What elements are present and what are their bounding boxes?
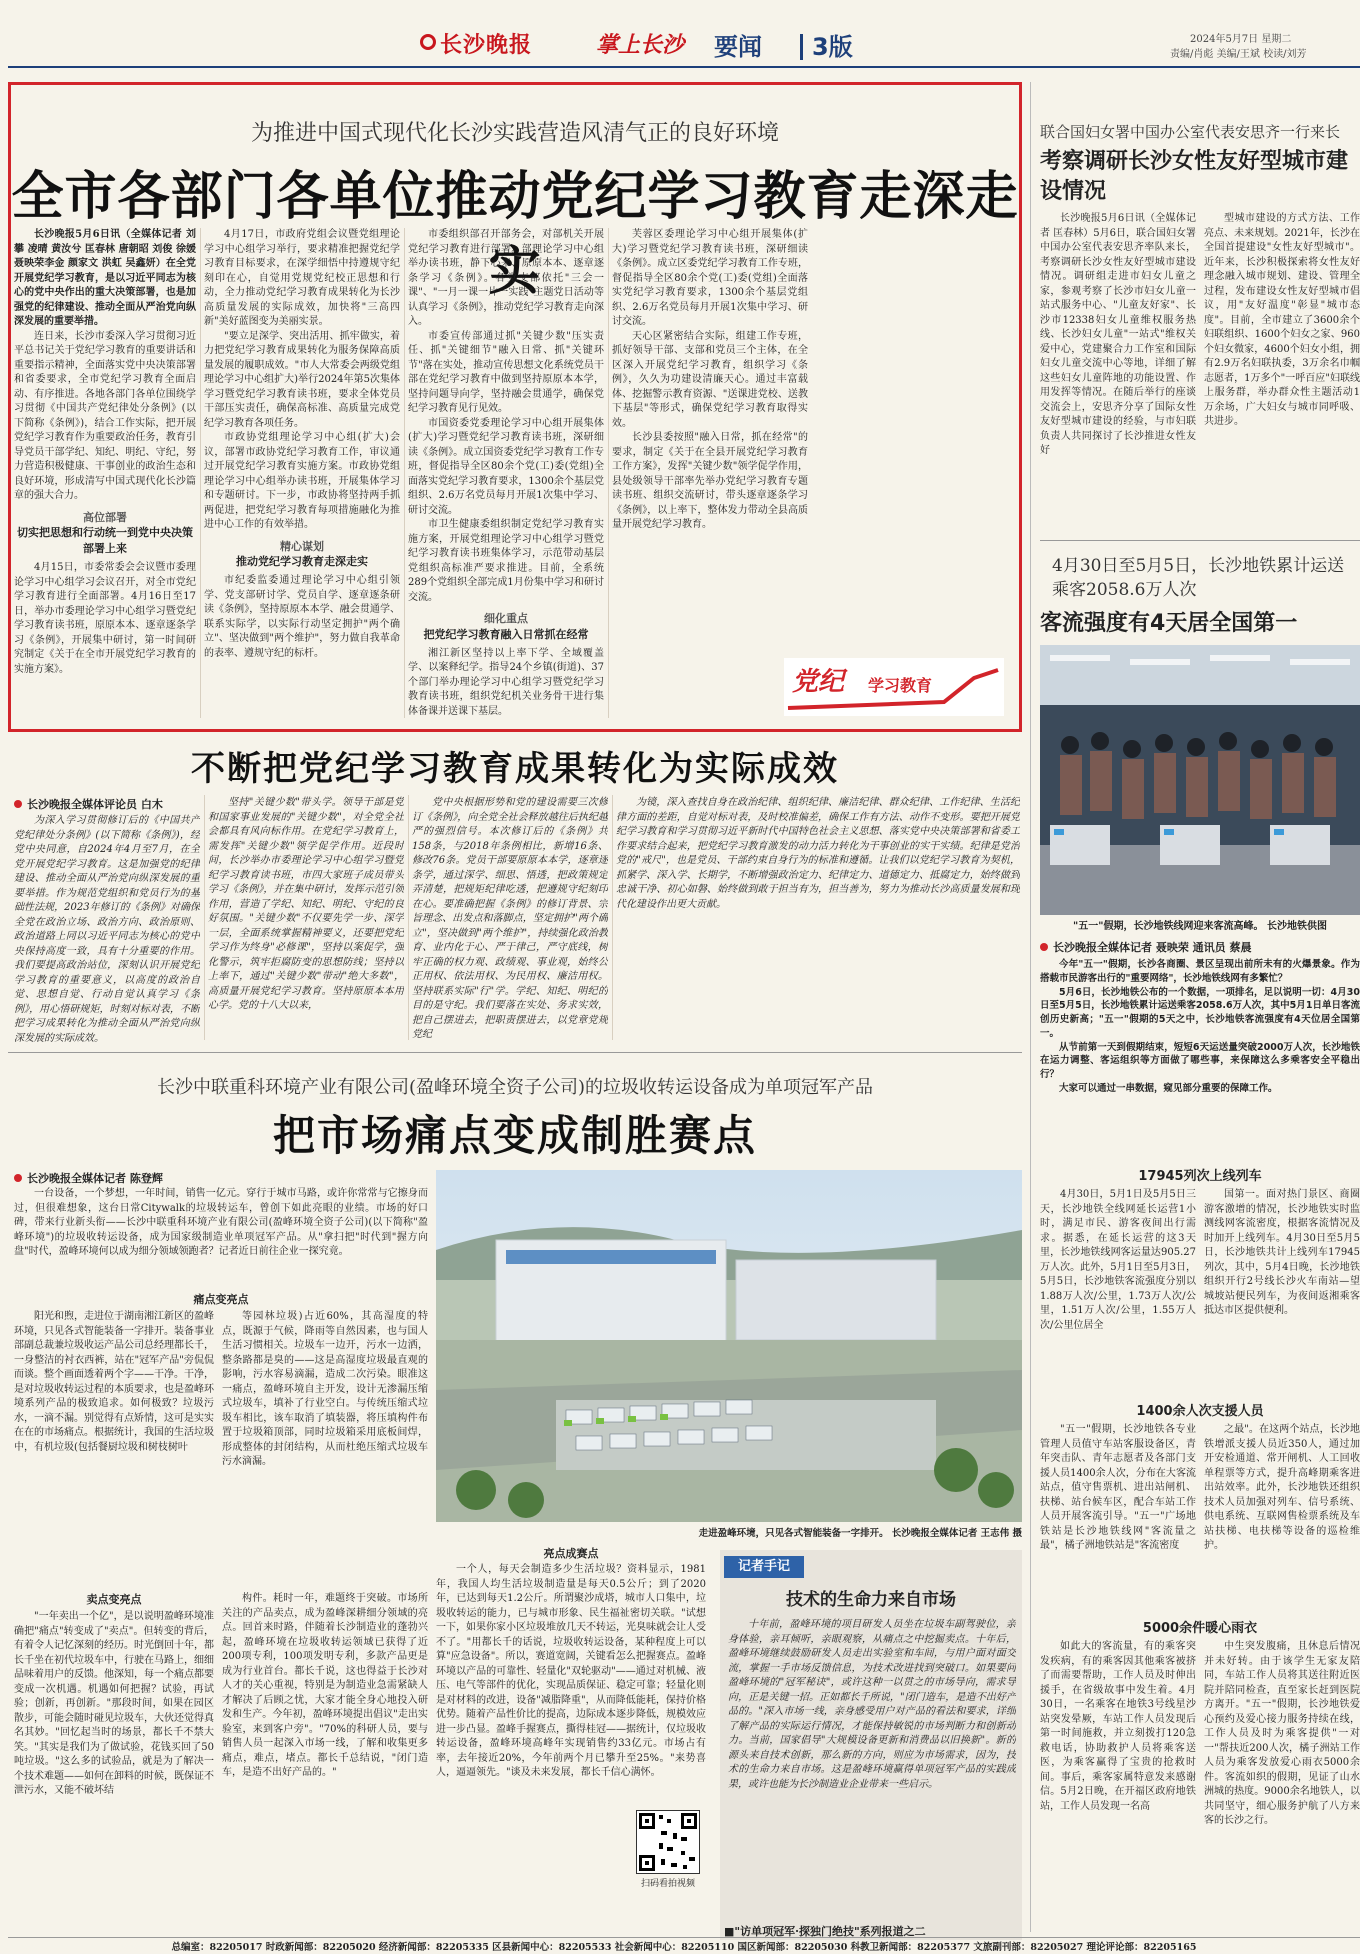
- story1-paragraph: 市委宣传部通过抓"关键少数"压实责任、抓"关键细节"融入日常、抓"关键环节"落在实处，推动宣传思想文化系统党员干部在党纪学习教育中做到坚持原原本本学，坚持问题导向学，坚持融会贯通学，确保党纪学习教育见行见效。: [408, 330, 604, 414]
- story1-paragraph: 市纪委监委通过理论学习中心组引领学、党支部研讨学、党员自学、逐章逐条研读《条例》，坚持原原本本学、融会贯通学、联系实际学，以实际行动坚定拥护"两个确立"、坚决做到"两个维护"，努力做自我革命的表率、遵规守纪的标杆。: [204, 575, 400, 659]
- right2-column-1a: 4月30日，5月1日及5月5日三天，长沙地铁全线网延长运营1小时，满足市民、游客夜间出行需求。据悉，在延长运营的这3天里，长沙地铁线网客运量达905.27万人次。此外，5月1日至5月3日，5月5日，长沙地铁客流强度分别以1.88万人次/公里，1.73万人次/公里，1.51万人次/公里，1.55万人次/公里位居全: [1040, 1189, 1196, 1331]
- bullet-icon: [14, 1174, 22, 1182]
- right2-paragraph: 5月6日，长沙地铁公布的一个数据，一项排名，足以说明一切：4月30日至5月5日，长沙地铁累计运送乘客2058.6万人次，其中5月1日单日客流创历史新高；"五一"假期的5天之中，长沙地铁客流强度有4天位居全国第一。: [1040, 986, 1360, 1039]
- story3-subhead: 卖点变亮点: [86, 1593, 142, 1606]
- paper-logo: 长沙晚报: [440, 32, 533, 58]
- story1-paragraph: 长沙县委按照"融入日常，抓在经常"的要求，制定《关于在全县开展党纪学习教育工作方案》，发挥"关键少数"领学促学作用，县处级领导干部率先举办党纪学习教育专题读书班、组织交流研讨，带头逐章逐条学习《条例》，以上率下，整体发力带动全县高质量开展党纪学习教育。: [612, 432, 808, 530]
- right2-column-3b: 中生突发腹痛，且休息后情况并未好转。由于该学生无家友陪同，车站工作人员将其送往附近医院并陪同检查，直至家长赶到医院方离开。"五一"假期，长沙地铁爱心预约及爱心接力服务持续在线，工作人员及时为乘客提供"一对一"帮扶近200人次，橘子洲站工作人员为乘客发放爱心雨衣5000余件。客流如织的假期，见证了山水洲城的热度。9000余名地铁人，以共同坚守，细心服务护航了八方来客的长沙之行。: [1204, 1641, 1360, 1826]
- right2-column-3a: 如此大的客流量，有的乘客突发疾病，有的乘客因其他乘客被挤了而需要帮助，工作人员及时伸出援手，在省级故事中发生着。4月30日，一名乘客在地铁3号线星沙站突发晕厥，车站工作人员发现后第一时间施救，并立刻拨打120急救电话，协助救护人员将乘客送医，为乘客赢得了宝贵的抢救时间。事后，乘客家属特意发来感谢信。5月2日晚，在开福区政府地铁站，工作人员发现一名高: [1040, 1641, 1196, 1812]
- right2-column-2a: "五一"假期，长沙地铁各专业管理人员值守车站客服设备区，青年突击队、青年志愿者及各部门支援人员1400余人次，分布在大客流站点，值守售票机、进出站闸机、扶梯、站台候车区，配合车站工作人员开展客流引导。"五一"广场地铁站是长沙地铁线网"客流量之最"，橘子洲地铁站是"客流密度: [1040, 1424, 1196, 1551]
- story1-paragraph: 天心区紧密结合实际，组建工作专班，抓好领导干部、支部和党员三个主体，在全区深入开展党纪学习教育，组织学习《条例》，久久为功建设清廉天心。通过丰富载体、挖掘警示教育资源、"送课进党校、送教下基层"等形式，确保党纪学习教育取得实效。: [612, 330, 808, 429]
- story1-subhead-label: 精心谋划: [280, 539, 324, 553]
- page-number: 3版: [812, 33, 853, 61]
- story3-column-3: 一个人，每天会制造多少生活垃圾？资料显示，1981年，我国人均生活垃圾制造量是每天0.5公斤；到了2020年，已达到每天1.2公斤。所谓聚沙成塔，城市人口集中，垃圾收转运的能力，已与城市形象、民生福祉密切关联。"试想一下，如果你家小区垃圾堆放几天不转运，光臭味就会让人受不了。"用都长千的话说，垃圾收转运设备，某种程度上可以算"应急设备"。所以，赛道宽阔，关键看怎么把握赛点。盈峰环境以产品的可靠性、轻量化"双轮驱动"——通过对机械、液压、电气等部件的优化，实现品质保证、稳定可靠；轻量化则是对材料的改进，设备"减脂降重"，从而降低能耗，保持价格优势。随着产品性价比的提高，边际成本逐步降低，规模效应进一步凸显。盈峰手握赛点，撕得桂冠——据统计，仅垃圾收转运设备，盈峰环境高峰年实现销售约33亿元。市场占有率，去年接近20%，今年前两个月已攀升至25%。"来势喜人，逼逼领先。"谈及未来发展，都长千信心满怀。: [436, 1564, 706, 1778]
- story1-subhead: 切实把思想和行动统一到党中央决策部署上来: [17, 526, 193, 556]
- badge-label-main: 党纪: [792, 667, 845, 697]
- paper-logo-icon: [420, 34, 436, 50]
- story2-column-1: 为深入学习贯彻修订后的《中国共产党纪律处分条例》(以下简称《条例》)，经党中央同意，自2024年4月至7月，在全党开展党纪学习教育。这是加强党的纪律建设、推动全面从严治党向纵深发展的重要举措。作为规范党组织和党员行为的基础性法规，2023年修订的《条例》对确保全党在政治立场、政治方向、政治原则、政治道路上同以习近平同志为核心的党中央保持高度一致，具有十分重要的作用。我们要提高政治站位，深刻认识开展党纪学习教育的重要意义，以高度的政治自觉、思想自觉、行动自觉认真学习《条例》，用心悟研规矩，时刻对标对表，不断把学习成果转化为推动全面从严治党向纵深发展的实际成效。: [14, 815, 200, 1042]
- story2-headline: 不断把党纪学习教育成果转化为实际成效: [191, 749, 839, 789]
- right2-byline-text: 长沙晚报全媒体记者 聂映荣 通讯员 蔡晨: [1053, 941, 1252, 954]
- metro-station-illustration: [1040, 645, 1360, 915]
- right1-column-a: 长沙晚报5月6日讯（全媒体记者 匡春林）5月6日，联合国妇女署中国办公室代表安思齐率队来长，考察调研长沙女性友好型城市建设情况。调研组走进市妇女儿童之家，参观考察了长沙市妇女儿童一站式服务中心、"儿童友好家"、长沙市12338妇女儿童维权服务热线、长沙妇女儿童"一站式"维权关爱中心，党建聚合力工作室和国际妇女儿童交流中心等地，详细了解这些妇女儿童阵地的功能设置、作用发挥等情况。在随后举行的座谈交流会上，安思齐分享了国际女性友好型城市建设的经验，与市妇联负责人共同探讨了长沙推进女性友好: [1040, 213, 1196, 456]
- right2-paragraph: 大家可以通过一串数据，窥见部分重要的保障工作。: [1059, 1082, 1278, 1094]
- section-divider: [800, 34, 803, 60]
- right1-kicker: 联合国妇女署中国办公室代表安思齐一行来长: [1040, 123, 1341, 141]
- right2-intro: 今年"五一"假期，长沙各商圈、景区呈现出前所未有的火爆景象。作为搭载市民游客出行的"重要网络"，长沙地铁线网有多繁忙？: [1040, 959, 1360, 984]
- factory-aerial-photo: [436, 1170, 1022, 1522]
- story1-paragraph: 市卫生健康委组织制定党纪学习教育实施方案，开展党组理论学习中心组学习暨党纪学习教育读书班集体学习，示范带动基层党组织高标准严要求推进。目前，全系统289个党组织全部完成1月份集中学习和研讨交流。: [408, 519, 604, 603]
- story3-column-2a: 等园林垃圾)占近60%，其高湿度的特点，既源于气候，降雨等自然因素，也与国人生活习惯相关。垃圾车一边开，污水一边洒，整条路都是臭的——这是高湿度垃圾最直观的影响，污水容易滴漏，造成二次污染。眼准这一痛点，盈峰环境自主开发，设计无渗漏压缩式垃圾车，填补了行业空白。与传统压缩式垃圾车相比，该车取消了填装器，将压填构件布置于垃圾箱顶部，同时垃圾箱采用底板间焊，形成整体的封闭结构，从而杜绝压缩式垃圾车污水滴漏。: [222, 1311, 428, 1467]
- story1-column-4: [612, 228, 808, 653]
- story3-headline: 把市场痛点变成制胜赛点: [272, 1111, 757, 1160]
- story1-paragraph: 4月15日，市委常委会会议暨市委理论学习中心组学习会议召开，对全市党纪学习教育进行全面部署。4月16日至17日，举办市委理论学习中心组学习暨党纪学习教育读书班，原原本本、逐章逐条学习《条例》，开展集中研讨，第一时间研究制定《关于在全市开展党纪学习教育的实施方案》。: [14, 562, 196, 675]
- story1-column-2: [204, 228, 400, 718]
- story3-column-2b: 构件。耗时一年，难题终于突破。市场所关注的产品卖点，成为盈峰深耕细分领域的亮点。回首来时路，伴随着长沙制造业的蓬勃兴起，盈峰环境在垃圾收转运领域已获得了近200项专利，100项发明专利，多款产品更是成为行业首台。都长千说，这也得益于长沙对人才的关心重视，特别是为制造业急需紧缺人才解决了后顾之忧，大家才能全身心地投入研发和生产。今年初，盈峰环境提出倡议"走出实验室，来到客户旁"。"70%的科研人员，要与销售人员一起深入市场一线，了解和收集更多痛点，难点，堵点。都长千总结说，"闭门造车，是造不出好产品的。": [222, 1593, 428, 1778]
- masthead: [0, 0, 1360, 60]
- masthead-rule: [8, 66, 1360, 68]
- right2-headline: 客流强度有4天居全国第一: [1040, 611, 1298, 636]
- story3-byline-text: 长沙晚报全媒体记者 陈登辉: [27, 1172, 163, 1185]
- story1-column-3: [408, 228, 604, 718]
- right2-paragraph: 从节前第一天到假期结束，短短6天运送量突破2000万人次，长沙地铁在运力调整、客运组织等方面做了哪些事，来保障这么多乘客安全平稳出行？: [1040, 1041, 1360, 1081]
- story1-lead: 长沙晚报5月6日讯（全媒体记者 刘攀 凌晴 黄汝兮 匡春林 唐朝昭 刘俊 徐媛 聂映荣李金 颜家文 洪虹 吴鑫妍）在全党开展党纪学习教育，是以习近平同志为核心的党中央作出的重大决策部署，也是加强党的纪律建设、推动全面从严治党向纵深发展的重要举措。: [14, 229, 196, 327]
- story1-subhead: 推动党纪学习教育走深走实: [236, 555, 368, 569]
- section-name: 要闻: [714, 33, 762, 61]
- right2-column-2b: 之最"。在这两个站点，长沙地铁增派支援人员近350人，通过加开安检通道、常开闸机、人工回收单程票等方式，提升高峰期乘客进出站效率。此外，长沙地铁还组织技术人员加强对列车、信号系统、供电系统、互联网售检票系统及车站扶梯、电扶梯等设备的巡检维护。: [1204, 1424, 1360, 1551]
- bullet-icon: [14, 800, 22, 808]
- story3-column-1a: 阳光和煦，走进位于湖南湘江新区的盈峰环境，只见各式智能装备一字排开。装备事业部副总裁兼垃圾收运产品公司总经理都长千，一身整洁的衬衣西裤，站在"冠军产品"旁侃侃而谈。整个画面透着两个字——干净。干净，是对垃圾收转运过程的本质要求，也是盈峰环境系列产品的极致追求。如何极致？垃圾污水，一滴不漏。别觉得有点矫情，这可是实实在在的市场痛点。根据统计，我国的生活垃圾中，有机垃圾(包括餐厨垃圾和树枝树叶: [14, 1311, 214, 1453]
- story2-byline-text: 长沙晚报全媒体评论员 白木: [27, 798, 163, 811]
- series-label: ■"访单项冠军·探独门绝技"系列报道之二: [724, 1925, 926, 1938]
- qr-code-label: 扫码看拍视频: [640, 1879, 695, 1889]
- editor-credits: 责编/肖彪 美编/王斌 校读/刘芳: [1170, 49, 1307, 60]
- story1-paragraph: 市国资委党委理论学习中心组开展集体(扩大)学习暨党纪学习教育读书班，深研细读《条例》。成立国资委党纪学习教育工作专班，督促指导全区80余个党(工)委(党组)全面落实党纪学习教育要求，1300余个基层党组织、2.6万名党员每月开展1次集中学习、研讨交流。: [408, 417, 604, 516]
- right1-headline: 考察调研长沙女性友好型城市建设情况: [1040, 148, 1349, 204]
- badge-label-sub: 学习教育: [868, 676, 933, 695]
- reporter-note-tag: 记者手记: [724, 1556, 804, 1578]
- right2-subhead: 1400余人次支援人员: [1136, 1404, 1264, 1419]
- right1-column-b: 型城市建设的方式方法、工作亮点、未来规划。2021年，长沙在全国首提建设"女性友好型城市"。近年来，长沙积极探索将女性友好理念融入城市规划、建设、管理全过程，发布建设女性友好型城市倡议，用"友好温度"彰显"城市态度"。目前，全市建立了3600余个妇联组织、1600个妇女之家、960个妇女微家，4600个妇女小组，拥有2.9万名妇联执委，3万余名巾帼志愿者，1万多个"一呼百应"妇联线上服务群，举办群众性主题活动1万余场，广大妇女与城市同呼吸、共进步。: [1204, 213, 1360, 427]
- reporter-note-title: 技术的生命力来自市场: [786, 1590, 956, 1610]
- issue-date: 2024年5月7日 星期二: [1190, 34, 1292, 45]
- bullet-icon: [1040, 943, 1048, 951]
- right2-column-1b: 国第一。面对热门景区、商圈游客激增的情况，长沙地铁实时监测线网客流密度，根据客流情况及时加开上线列车。4月30日至5月5日，长沙地铁共计上线列车17945列次，其中，5月4日晚，长沙地铁组织开行2号线长沙火车南站—望城坡站便民列车，为夜间返湘乘客抵达市区提供便利。: [1204, 1189, 1360, 1316]
- factory-photo-caption: 走进盈峰环境，只见各式智能装备一字排开。 长沙晚报全媒体记者 王志伟 摄: [698, 1528, 1022, 1539]
- metro-crowd-photo: [1040, 645, 1360, 915]
- qr-code-icon[interactable]: [636, 1810, 700, 1874]
- right2-kicker: 4月30日至5月5日，长沙地铁累计运送乘客2058.6万人次: [1052, 556, 1345, 600]
- story1-subhead: 把党纪学习教育融入日常抓在经常: [423, 627, 589, 641]
- right2-subhead: 5000余件暖心雨衣: [1142, 1621, 1258, 1636]
- metro-photo-caption: "五一"假期，长沙地铁线网迎来客流高峰。 长沙地铁供图: [1073, 921, 1327, 932]
- story1-kicker: 为推进中国式现代化长沙实践营造风清气正的良好环境: [250, 121, 779, 146]
- app-logo: 掌上长沙: [596, 33, 685, 58]
- newsroom-contacts: 总编室：82205017 时政新闻部：82205020 经济新闻部：82205335 区县新闻中心：82205533 社会新闻中心：82205110 国区新闻部：82205030 科教卫新闻部：82205377 文旅副刊部：82205027 理论评论部：82205165: [8, 1937, 1360, 1954]
- story1-paragraph: "要立足深学、突出活用、抓牢做实，着力把党纪学习教育成果转化为服务保障高质量发展的履职成效。"市人大常委会两级党组理论学习中心组扩大)举行2024年第5次集体学习暨党纪学习教育读书班，要求全体党员干部压实责任，确保高标准、高质量完成党纪学习教育各项任务。: [204, 330, 400, 429]
- story3-byline: [14, 1171, 314, 1187]
- story1-paragraph: 市委组织部召开部务会，对部机关开展党纪学习教育进行部署。部理论学习中心组举办读书班，静下心来、原原本本、逐章逐条学习《条例》。各党支部依托"三会一课"、"一月一课一片一实践"主题党日活动等认真学习《条例》，推动党纪学习教育走向深入。: [408, 229, 604, 327]
- story1-subhead-label: 细化重点: [484, 612, 528, 625]
- factory-aerial-illustration: [436, 1170, 1022, 1522]
- story1-headline: 全市各部门各单位推动党纪学习教育走深走实: [11, 167, 1019, 303]
- story2-column-3: 党中央根据形势和党的建设需要三次修订《条例》，向全党全社会释放越往后执纪越严的强烈信号。本次修订后的《条例》共158条，与2018年条例相比，新增16条、修改76条。党员干部要原原本本学，逐章逐条学，通过深学、细思、悟透，把政策规定弄清楚，把规矩纪律吃透，把遵规守纪刻印在心。要准确把握《条例》的修订背景、宗旨理念、出发点和落脚点，坚定拥护"两个确立"，坚决做到"两个维护"，持续强化政治教育、业内化于心、严于律己，严守底线，树牢正确的权力观、政绩观、事业观，始终公正用权、依法用权、为民用权、廉洁用权。坚持联系实际"行"学。学纪、知纪、明纪的目的是守纪。我们要落在实处、务求实效，把自己摆进去，把职责摆进去，以党章党规党纪: [412, 797, 608, 1040]
- story3-subhead: 痛点变亮点: [193, 1293, 249, 1306]
- story3-subhead: 亮点成赛点: [543, 1547, 599, 1560]
- story1-paragraph: 芙蓉区委理论学习中心组开展集体(扩大)学习暨党纪学习教育读书班，深研细读《条例》。成立区委党纪学习教育工作专班，督促指导全区80余个党(工)委(党组)全面落实党纪学习教育要求，1300余个基层党组织、2.6万名党员每月开展1次集中学习、研讨交流。: [612, 229, 808, 327]
- story3-lead: 一台设备，一个梦想，一年时间，销售一亿元。穿行于城市马路，或许你常常与它擦身而过，但很难想象，这台日常Citywalk的垃圾转运车，曾创下如此亮眼的业绩。市场的好口碑，带来行业新头衔——长沙中联重科环境产业有限公司(盈峰环境全资子公司)(以下简称"盈峰环境")的垃圾收转运设备，成为国家级制造业单项冠军产品。从"拿扫把"时代到"握方向盘"时代，盈峰环境何以成为细分领域领跑者？记者近日前往企业一探究竟。: [14, 1188, 428, 1257]
- story1-paragraph: 连日来，长沙市委深入学习贯彻习近平总书记关于党纪学习教育的重要讲话和重要指示精神，全面落实党中央决策部署和省委要求，全市党纪学习教育全面启动、有序推进。各地各部门各单位围绕学习贯彻《中国共产党纪律处分条例》(以下简称《条例》)，结合工作实际，把开展党纪学习教育作为重要政治任务，教育引导党员干部学纪、知纪、明纪、守纪，努力营造积极健康、干事创业的政治生态和良好环境，形成清写中国式现代化长沙篇章的强大合力。: [14, 330, 196, 501]
- right2-subhead: 17945列次上线列车: [1138, 1169, 1262, 1184]
- story3-kicker: 长沙中联重科环境产业有限公司(盈峰环境全资子公司)的垃圾收转运设备成为单项冠军产品: [156, 1077, 874, 1098]
- story2-column-2: 坚持"关键少数"带头学。领导干部是党和国家事业发展的"关键少数"，对全党全社会都具有风向标作用。在党纪学习教育上，需发挥"关键少数"领学促学作用。近段时间，长沙举办市委理论学习中心组学习暨党纪学习教育读书班，市四大家班子成员带头学习《条例》，并在集中研讨，发挥示范引领作用，营造了学纪、知纪、明纪、守纪的良好氛围。"关键少数"不仅要先学一步、深学一层，全面系统掌握精神要义，还要把党纪学习作为终身"必修课"，坚持以案促学，强化警示，筑牢拒腐防变的思想防线；坚持以上率下，通过"关键少数"带动"绝大多数"，高质量开展党纪学习教育。坚持原原本本用心学。党的十八大以来，: [208, 797, 404, 1011]
- story1-column-1: [14, 228, 196, 718]
- story3-column-1b: "一年卖出一个亿"，是以说明盈峰环境准确把"痛点"转变成了"卖点"。但转变的背后，有着令人记忆深刻的经历。时光倒回十年，都长千坐在初代垃圾车中，行驶在马路上，细细品味着用户的反馈。他深知，每一个痛点都要变成一次机遇。机遇如何把握？试验，再试验；创新，再创新。"那段时间，如果在园区散步，可能会随时碰见垃圾车，大伙还觉得真名其妙。"回忆起当时的场景，都长千不禁大笑。"其实是我们为了做试验，花钱买回了50吨垃圾。"这么多的试验品，就是为了解决一个技术难题——如何在卸料的时候，既保证不泄污水，又能不破坏结: [14, 1611, 214, 1796]
- right2-byline: [1040, 940, 1360, 956]
- reporter-note-body: 十年前，盈峰环境的项目研发人员坐在垃圾车副驾驶位，亲身体验，亲耳倾听，亲眼观察，从痛点之中挖掘卖点。十年后，盈峰环境继续鼓励研发人员走出实验室和车间，与用户面对面交流，掌握一手市场反馈信息，为技术改进找到突破口。如果要问盈峰环境的"冠军秘诀"，或许这种一以贯之的市场导向，需求导向，正是关键一招。正如都长千所说，"闭门造车，是造不出好产品的。"深入市场一线，亲身感受用户对产品的看法和要求，详细了解产品的实际运行情况，才能保持敏锐的市场判断力和创新动力。当前，国家倡导"大规模设备更新和消费品以旧换新"。新的源头来自技术创新，那么新的方向，则应为市场需求，因为，技术的生命力来自市场。这是盈峰环境赢得单项冠军产品的实践成果，或许也能为长沙制造业企业带来一些启示。: [728, 1619, 1016, 1790]
- story1-paragraph: 4月17日，市政府党组会议暨党组理论学习中心组学习举行，要求精准把握党纪学习教育目标要求，在深学细悟中持遵规守纪刻印在心，自觉用党规党纪校正思想和行动，全力推动党纪学习教育成果转化为长沙高质量发展的实际成效，加快将"三高四新"美好蓝图变为美丽实景。: [204, 229, 400, 327]
- story1-paragraph: 市政协党组理论学习中心组(扩大)会议，部署市政协党纪学习教育工作，审议通过开展党纪学习教育实施方案。市政协党组理论学习中心组举办读书班，开展集体学习和专题研讨。下一步，市政协将坚持两手抓两促进，把党纪学习教育每项措施融化为推进中心工作的有效举措。: [204, 432, 400, 530]
- right2-intro-block: [1040, 958, 1360, 1158]
- story1-paragraph: 湘江新区坚持以上率下学、全域覆盖学、以案释纪学。指导24个乡镇(街道)、37个部门举办理论学习中心组学习暨党纪学习教育读书班，组织党纪机关业务骨干进行集体备课并送课下基层。: [408, 647, 604, 717]
- story1-subhead-label: 高位部署: [83, 510, 127, 524]
- story2-column-4: 为镜，深入查找自身在政治纪律、组织纪律、廉洁纪律、群众纪律、工作纪律、生活纪律方面的差距，自觉对标对表，及时校准偏差，确保工作有方法、动作不变形。要把开展党纪学习教育和学习贯彻习近平新时代中国特色社会主义思想、落实党中央决策部署和省委工作要求结合起来，把党纪学习教育激发的动力活力转化为干事创业的实干实绩。纪律是党治党的"戒尺"，也是党员、干部约束自身行为的标准和遵循。让我们以党纪学习教育为契机，抓紧学、深入学、长期学，不断增强政治定力、纪律定力、道德定力、抵腐定力，始终做到忠诚干净、初心如磐、始终做到敢于担当有为，担当善为，努力为推动长沙高质量发展和现代化建设作出更大贡献。: [616, 797, 1020, 910]
